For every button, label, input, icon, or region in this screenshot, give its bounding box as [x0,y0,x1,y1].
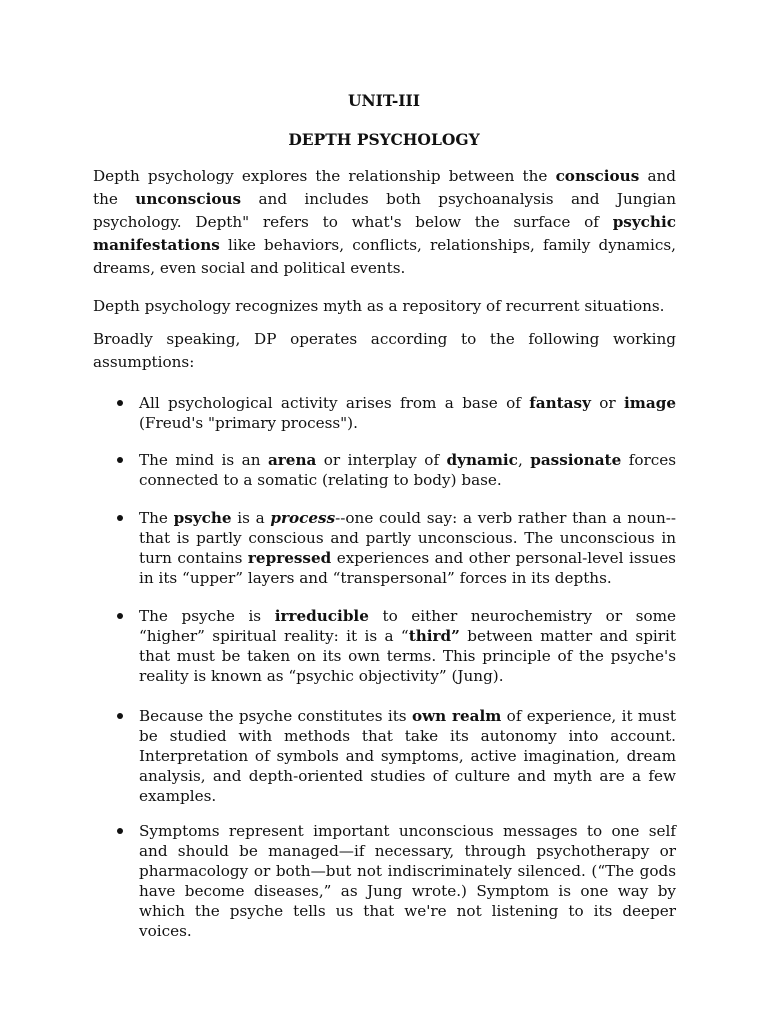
bullet3-text-4: experiences and other personal-level issues in its “upper” layers and “transpersonal” forces in its depths. [139,549,676,587]
list-item-symptoms: Symptoms represent important unconscious messages to one self and should be managed—if necessary, through psychotherapy or pharmacology or both—but not indiscriminately silenced. (“The gods have become diseases,” as Jung wrote.) Symptom is one way by which the psyche tells us that we're not listening to its deeper voices. [139,822,676,940]
para1-text-3: and includes both psychoanalysis and Jungian psychology. Depth" refers to what's below the surface of [93,190,676,231]
bullet3-bold-psyche: psyche [173,509,232,527]
bullet-dot [117,613,123,619]
bullet3-text-1: The [139,509,174,527]
para1-bold-unconscious: unconscious [135,190,242,208]
list-item-arena [139,450,676,490]
bullet4-bold-third: third” [408,627,460,645]
bullet2-bold-dynamic: dynamic [446,451,518,469]
bullet5-text-1: Because the psyche constitutes its [139,707,412,725]
bullet3-text-2: is a [231,509,271,527]
bullet3-text-3: --one could say: a verb rather than a noun--that is partly conscious and partly unconscious. The unconscious in turn contains [139,509,676,567]
bullet2-text-1: The mind is an [139,451,268,469]
bullet-dot [117,400,123,406]
bullet-dot [117,515,123,521]
bullet3-bold-repressed: repressed [247,549,332,567]
section-title: DEPTH PSYCHOLOGY [288,130,480,149]
bullet2-text-2: or interplay of [316,451,447,469]
bullet1-text-1: All psychological activity arises from a base of [139,394,530,412]
assumptions-intro-paragraph: Broadly speaking, DP operates according to the following working assumptions: [93,330,676,371]
bullet2-text-4: forces connected to a somatic (relating to body) base. [139,451,677,489]
list-item-fantasy [139,393,676,433]
bullet1-text-3: (Freud's "primary process"). [139,414,358,432]
bullet4-text-1: The psyche is [139,607,275,625]
bullet4-bold-irreducible: irreducible [274,607,369,625]
bullet4-text-2: to either neurochemistry or some “higher” spiritual reality: it is a “ [139,607,677,645]
unit-heading: UNIT-III [347,91,421,110]
bullet1-bold-image: image [624,394,676,412]
bullet2-bold-arena: arena [267,451,317,469]
list-item-irreducible [139,606,676,686]
bullet4-text-3: between matter and spirit that must be taken on its own terms. This principle of the psyche's reality is known as “psychic objectivity” (Jung). [139,627,676,685]
para1-text-4: like behaviors, conflicts, relationships, family dynamics, dreams, even social and political events. [93,236,676,277]
list-item-psyche-process [139,508,676,588]
para1-text-1: Depth psychology explores the relationship between the [93,167,556,185]
para1-text-2: and the [93,167,676,208]
bullet5-bold-own-realm: own realm [411,707,502,725]
bullet1-text-2: or [590,394,625,412]
bullet-dot [117,828,123,834]
bullet2-text-3: , [517,451,531,469]
bullet2-bold-passionate: passionate [530,451,622,469]
bullet1-bold-fantasy: fantasy [529,394,591,412]
para1-bold-conscious: conscious [555,167,640,185]
bullet3-bold-italic-process: process [270,509,336,527]
para1-bold-psychic-manifestations: psychic manifestations [93,213,676,254]
bullet5-text-2: of experience, it must be studied with methods that take its autonomy into account. Interpretation of symbols and symptoms, active imagination, dream analysis, and depth-oriented studies of culture and myth are a few examples. [139,707,676,805]
bullet-dot [117,713,123,719]
myth-paragraph: Depth psychology recognizes myth as a repository of recurrent situations. [93,297,665,315]
bullet-dot [117,457,123,463]
list-item-own-realm [139,706,676,806]
